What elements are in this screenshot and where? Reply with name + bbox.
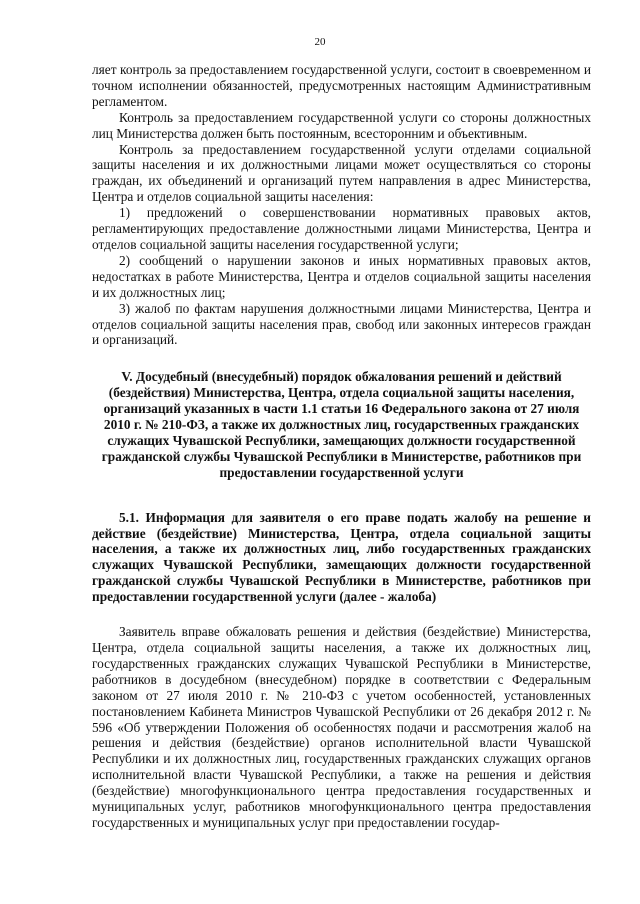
document-body bbox=[92, 62, 591, 831]
paragraph-control-officials: Контроль за предоставлением государственной услуги со стороны должностных лиц Министерства должен быть постоянным, всесторонним и объективным. bbox=[92, 109, 591, 141]
list-item-reports: 2) сообщений о нарушении законов и иных нормативных правовых актов, недостатках в работе Министерства, Центра и отделов социальной защиты населения и их должностных лиц; bbox=[92, 252, 591, 300]
subsection-5-1-body: Заявитель вправе обжаловать решения и действия (бездействие) Министерства, Центра, отдела социальной защиты населения, а также их должностных лиц, государственных гражданских служащих Чувашской Республики в Министерстве, работников в досудебном (внесудебном) порядке в соответствии с Федеральным законом от 27 июля 2010 г. № 210-ФЗ с учетом особенностей, установленных постановлением Кабинета Министров Чувашской Республики от 26 декабря 2012 г. № 596 «Об утверждении Положения об особенностях подачи и рассмотрения жалоб на решения и действия (бездействие) органов исполнительной власти Чувашской Республики и их должностных лиц, государственных гражданских служащих органов исполнительной власти Чувашской Республики, а также на решения и действия (бездействие) многофункционального центра предоставления государственных и муниципальных услуг, работников многофункционального центра предоставления государственных и муниципальных услуг при предоставлении государ- bbox=[92, 624, 591, 830]
subsection-5-1-heading: 5.1. Информация для заявителя о его праве подать жалобу на решение и действие (бездействие) Министерства, Центра, отдела социальной защиты населения, а также их должностных лиц, либо государственных гражданских служащих Чувашской Республики, замещающих должности государственной гражданской службы Чувашской Республики в Министерстве, работников при предоставлении государственной услуги (далее - жалоба) bbox=[92, 509, 591, 605]
paragraph-continuation: ляет контроль за предоставлением государственной услуги, состоит в своевременном и точном исполнении обязанностей, предусмотренных настоящим Административным регламентом. bbox=[92, 62, 591, 109]
page-number: 20 bbox=[314, 36, 326, 48]
list-item-complaints: 3) жалоб по фактам нарушения должностными лицами Министерства, Центра и отделов социальной защиты населения прав, свобод или законных интересов граждан и организаций. bbox=[92, 300, 591, 348]
paragraph-control-citizens: Контроль за предоставлением государственной услуги отделами социальной защиты населения и их должностными лицами может осуществляться со стороны граждан, их объединений и организаций путем направления в адрес Министерства, Центра и отделов социальной защиты населения: bbox=[92, 141, 591, 205]
list-item-proposals: 1) предложений о совершенствовании нормативных правовых актов, регламентирующих предоставление должностными лицами Министерства, Центра и отделов социальной защиты населения государственной услуги; bbox=[92, 205, 591, 252]
section-v-heading: V. Досудебный (внесудебный) порядок обжалования решений и действий (бездействия) Министерства, Центра, отдела социальной защиты населения, организаций указанных в части 1.1 статьи 16 Федерального закона от 27 июля 2010 г. № 210-ФЗ, а также их должностных лиц, государственных гражданских служащих Чувашской Республики, замещающих должности государственной гражданской службы Чувашской Республики в Министерстве, работников при предоставлении государственной услуги bbox=[101, 369, 582, 480]
